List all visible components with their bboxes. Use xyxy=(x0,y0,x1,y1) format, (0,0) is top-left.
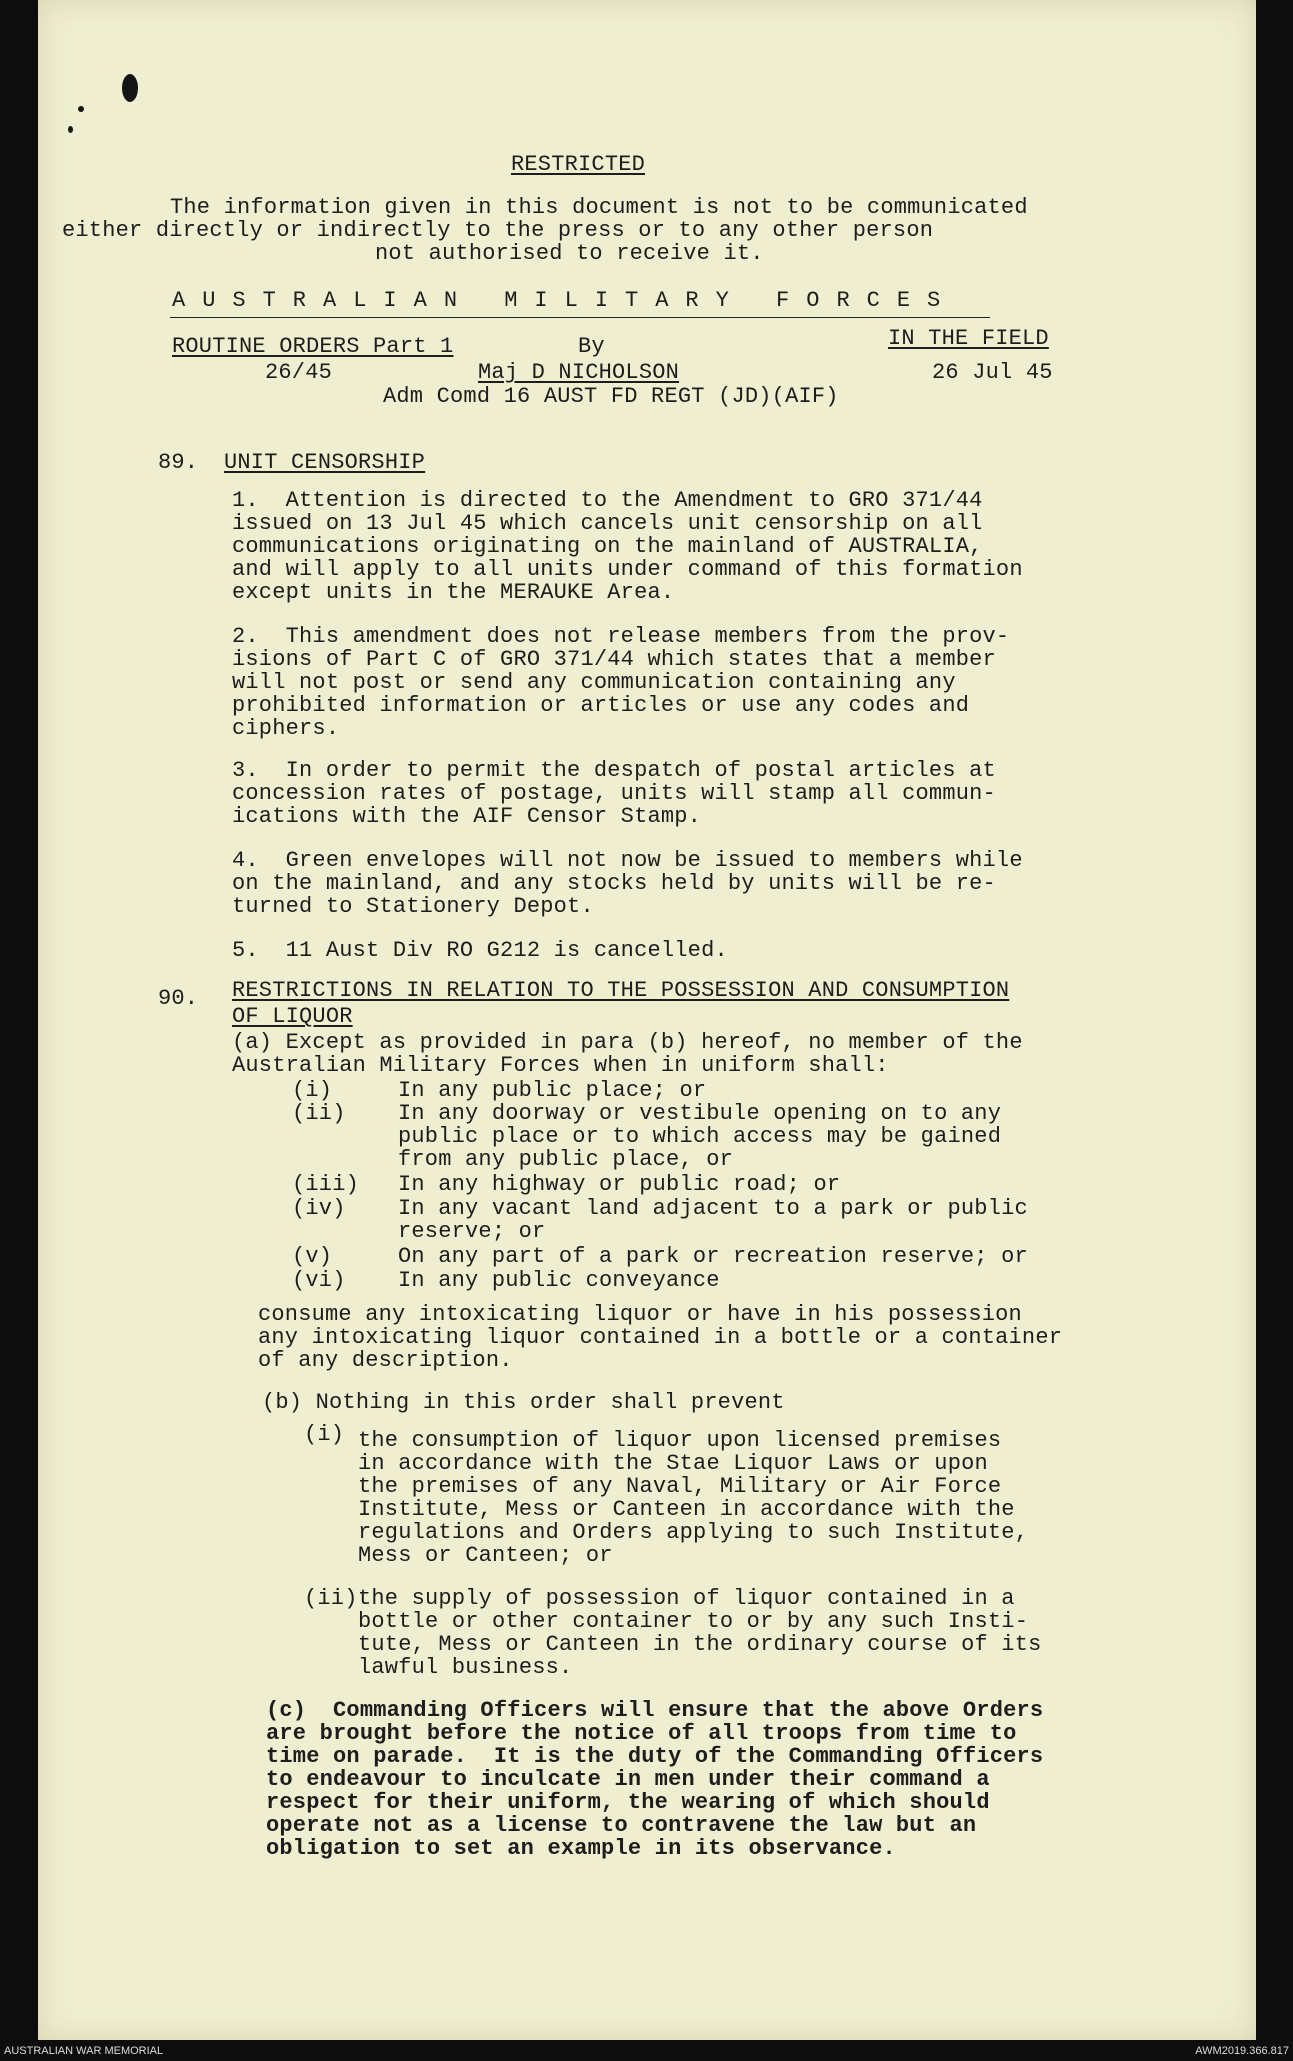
list-number: (i) xyxy=(292,1078,333,1103)
para-line: and will apply to all units under command of this formation xyxy=(232,557,1023,582)
orders-number: 26/45 xyxy=(265,360,333,385)
section-title: RESTRICTIONS IN RELATION TO THE POSSESSION AND CONSUMPTION xyxy=(232,978,1010,1003)
header-rule xyxy=(170,317,990,318)
document-page xyxy=(38,0,1256,2040)
list-number: (ii) xyxy=(304,1586,358,1611)
list-item: from any public place, or xyxy=(398,1147,734,1172)
list-item: On any part of a park or recreation reserve; or xyxy=(398,1244,1028,1269)
para-line: turned to Stationery Depot. xyxy=(232,894,594,919)
para-line: issued on 13 Jul 45 which cancels unit censorship on all xyxy=(232,511,983,536)
list-item: bottle or other container to or by any such Insti- xyxy=(358,1609,1029,1634)
footer-institution: AUSTRALIAN WAR MEMORIAL xyxy=(4,2045,164,2057)
para-line: are brought before the notice of all troops from time to xyxy=(266,1721,1017,1746)
para-line: respect for their uniform, the wearing of which should xyxy=(266,1790,990,1815)
section-number: 89. xyxy=(158,450,199,475)
list-item: Institute, Mess or Canteen in accordance with the xyxy=(358,1497,1015,1522)
para-line: Australian Military Forces when in uniform shall: xyxy=(232,1053,889,1078)
archive-footer xyxy=(0,2041,1293,2061)
list-number: (vi) xyxy=(292,1268,346,1293)
para-line: on the mainland, and any stocks held by units will be re- xyxy=(232,871,996,896)
para-line: time on parade. It is the duty of the Commanding Officers xyxy=(266,1744,1044,1769)
para-line: 1. Attention is directed to the Amendment to GRO 371/44 xyxy=(232,488,983,513)
list-item: In any vacant land adjacent to a park or public xyxy=(398,1196,1028,1221)
punch-mark xyxy=(78,106,84,112)
para-line: of any description. xyxy=(258,1348,513,1373)
list-number: (ii) xyxy=(292,1101,346,1126)
para-line: 3. In order to permit the despatch of postal articles at xyxy=(232,758,996,783)
orders-title: ROUTINE ORDERS Part 1 xyxy=(172,334,454,359)
list-item: reserve; or xyxy=(398,1219,546,1244)
list-item: In any highway or public road; or xyxy=(398,1172,841,1197)
notice-line: either directly or indirectly to the press or to any other person xyxy=(62,218,934,243)
orders-date: 26 Jul 45 xyxy=(932,360,1053,385)
punch-mark xyxy=(68,126,73,133)
list-item: the consumption of liquor upon licensed premises xyxy=(358,1428,1002,1453)
para-line: consume any intoxicating liquor or have in his possession xyxy=(258,1302,1022,1327)
organisation-title: AUSTRALIAN MILITARY FORCES xyxy=(172,288,958,313)
para-line: obligation to set an example in its observance. xyxy=(266,1836,896,1861)
para-line: 4. Green envelopes will not now be issued to members while xyxy=(232,848,1023,873)
para-line: isions of Part C of GRO 371/44 which states that a member xyxy=(232,647,996,672)
para-line: except units in the MERAUKE Area. xyxy=(232,580,675,605)
para-line: operate not as a license to contravene the law but an xyxy=(266,1813,977,1838)
list-item: the supply of possession of liquor contained in a xyxy=(358,1586,1015,1611)
list-item: In any public conveyance xyxy=(398,1268,720,1293)
list-item: In any public place; or xyxy=(398,1078,707,1103)
para-line: ciphers. xyxy=(232,716,340,741)
list-item: the premises of any Naval, Military or Air Force xyxy=(358,1474,1002,1499)
list-number: (iv) xyxy=(292,1196,346,1221)
list-number: (i) xyxy=(304,1422,345,1447)
para-line: (a) Except as provided in para (b) hereof, no member of the xyxy=(232,1030,1023,1055)
para-line: any intoxicating liquor contained in a bottle or a container xyxy=(258,1325,1063,1350)
para-line: prohibited information or articles or use any codes and xyxy=(232,693,970,718)
list-item: tute, Mess or Canteen in the ordinary course of its xyxy=(358,1632,1042,1657)
para-line: communications originating on the mainland of AUSTRALIA, xyxy=(232,534,983,559)
para-line: concession rates of postage, units will stamp all commun- xyxy=(232,781,996,806)
footer-reference: AWM2019.366.817 xyxy=(1195,2045,1289,2057)
section-title: UNIT CENSORSHIP xyxy=(224,450,426,475)
list-item: In any doorway or vestibule opening on to any xyxy=(398,1101,1002,1126)
officer-name: Maj D NICHOLSON xyxy=(478,360,680,385)
list-item: public place or to which access may be gained xyxy=(398,1124,1002,1149)
list-number: (v) xyxy=(292,1244,333,1269)
notice-line: not authorised to receive it. xyxy=(375,241,764,266)
para-line: to endeavour to inculcate in men under their command a xyxy=(266,1767,990,1792)
section-number: 90. xyxy=(158,986,199,1011)
para-line: will not post or send any communication containing any xyxy=(232,670,956,695)
list-number: (iii) xyxy=(292,1172,360,1197)
punch-hole xyxy=(122,74,138,102)
notice-line: The information given in this document is not to be communicated xyxy=(170,195,1028,220)
orders-location: IN THE FIELD xyxy=(888,326,1049,351)
list-item: regulations and Orders applying to such Institute, xyxy=(358,1520,1029,1545)
officer-appointment: Adm Comd 16 AUST FD REGT (JD)(AIF) xyxy=(383,384,839,409)
section-title-cont: OF LIQUOR xyxy=(232,1004,353,1029)
orders-by: By xyxy=(578,334,605,359)
list-item: in accordance with the Stae Liquor Laws or upon xyxy=(358,1451,988,1476)
para-line: ications with the AIF Censor Stamp. xyxy=(232,804,702,829)
list-item: lawful business. xyxy=(358,1655,573,1680)
list-item: Mess or Canteen; or xyxy=(358,1543,613,1568)
para-line: 2. This amendment does not release members from the prov- xyxy=(232,624,1010,649)
para-line: 5. 11 Aust Div RO G212 is cancelled. xyxy=(232,938,728,963)
para-line: (b) Nothing in this order shall prevent xyxy=(262,1390,785,1415)
para-line: (c) Commanding Officers will ensure that the above Orders xyxy=(266,1698,1044,1723)
classification-heading: RESTRICTED xyxy=(511,152,646,177)
